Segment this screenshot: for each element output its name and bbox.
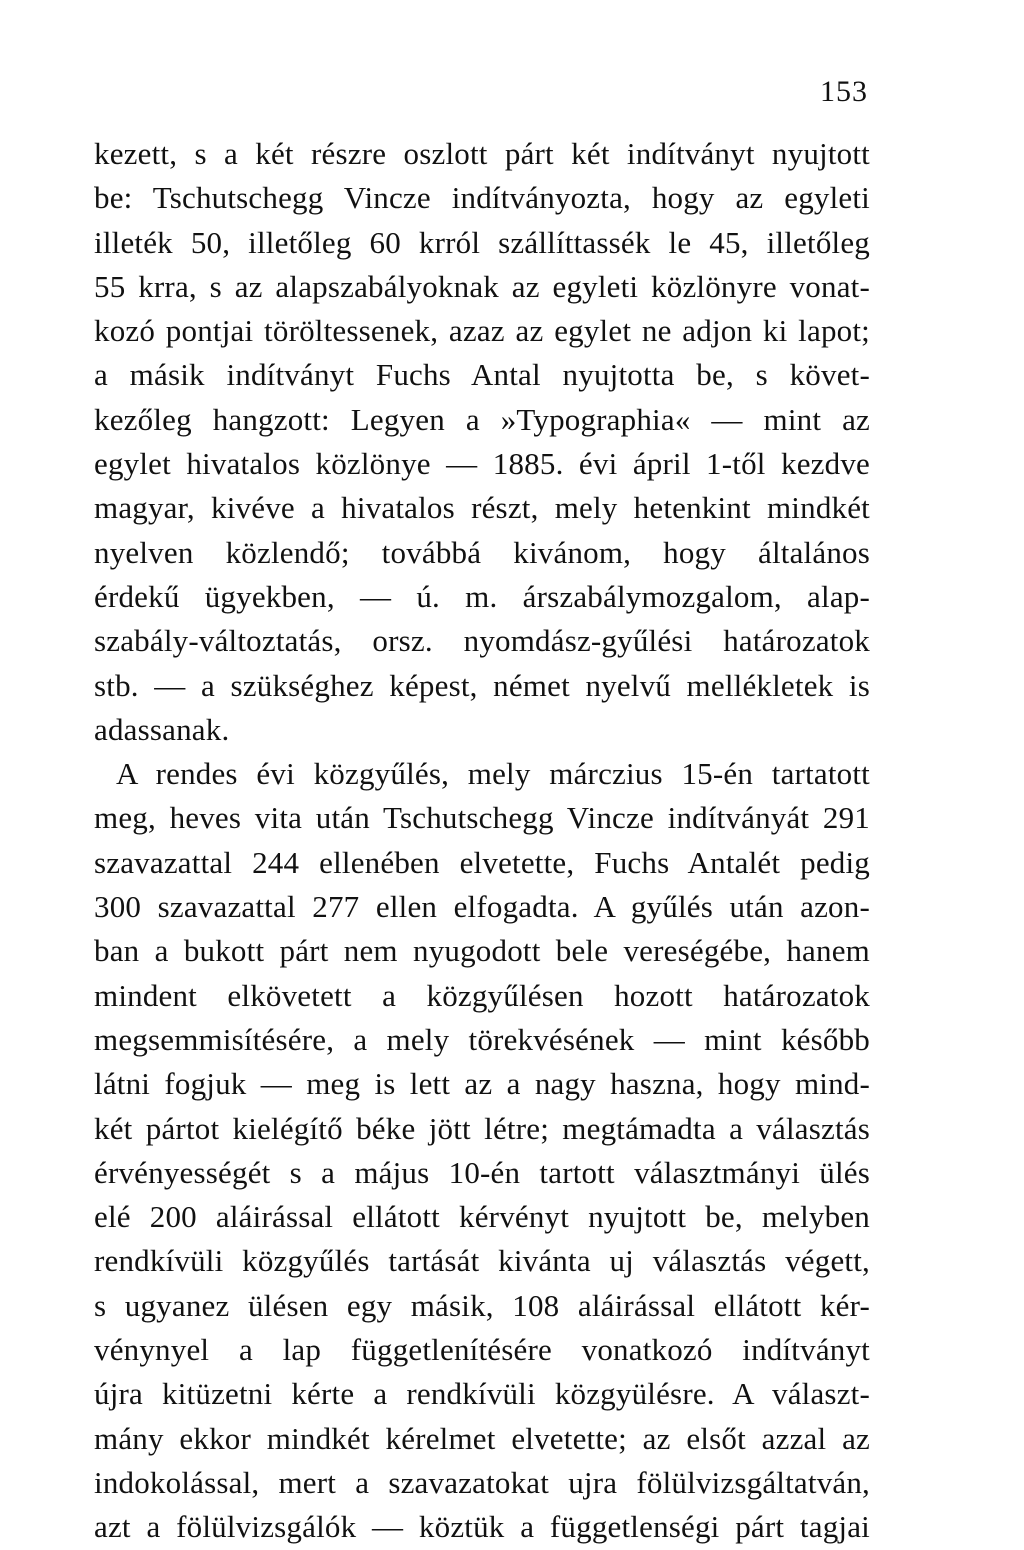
text-line: azt a fölülvizsgálók — köztük a függetlenségi párt tagjai (94, 1509, 870, 1545)
text-line: mány ekkor mindkét kérelmet elvetette; az elsőt azzal az (94, 1420, 870, 1456)
text-line: egylet hivatalos közlönye — 1885. évi ápril 1-től kezdve (94, 446, 870, 482)
text-line: vénynyel a lap függetlenítésére vonatkozó indítványt (94, 1332, 870, 1368)
text-line: adassanak. (94, 711, 230, 747)
body-text (94, 132, 870, 1550)
text-line: szavazattal 244 ellenében elvetette, Fuchs Antalét pedig (94, 844, 870, 880)
text-line: rendkívüli közgyűlés tartását kivánta uj választás végett, (94, 1243, 870, 1279)
text-line: szabály-változtatás, orsz. nyomdász-gyűlési határozatok (94, 623, 870, 659)
text-line: 55 krra, s az alapszabályoknak az egyleti közlönyre vonat- (94, 268, 870, 304)
text-line: megsemmisítésére, a mely törekvésének — mint később (94, 1021, 870, 1057)
text-line: A rendes évi közgyűlés, mely márczius 15-én tartatott (116, 756, 870, 792)
text-line: a másik indítványt Fuchs Antal nyujtotta be, s követ- (94, 357, 870, 393)
text-line: elé 200 aláirással ellátott kérvényt nyujtott be, melyben (94, 1199, 870, 1235)
page-number: 153 (820, 75, 868, 108)
text-line: stb. — a szükséghez képest, német nyelvű mellékletek is (94, 667, 870, 703)
text-line: ban a bukott párt nem nyugodott bele vereségébe, hanem (94, 933, 870, 969)
text-line: látni fogjuk — meg is lett az a nagy haszna, hogy mind- (94, 1066, 870, 1102)
text-line: indokolással, mert a szavazatokat ujra fölülvizsgáltatván, (94, 1464, 870, 1500)
text-line: kozó pontjai töröltessenek, azaz az egylet ne adjon ki lapot; (94, 313, 870, 349)
text-line: 300 szavazattal 277 ellen elfogadta. A gyűlés után azon- (94, 889, 870, 925)
text-line: két pártot kielégítő béke jött létre; megtámadta a választás (94, 1110, 870, 1146)
paragraph-1 (94, 132, 870, 752)
text-line: s ugyanez ülésen egy másik, 108 aláirással ellátott kér- (94, 1287, 870, 1323)
text-line: meg, heves vita után Tschutschegg Vincze indítványát 291 (94, 800, 870, 836)
text-line: nyelven közlendő; továbbá kivánom, hogy általános (94, 534, 870, 570)
text-line: mindent elkövetett a közgyűlésen hozott határozatok (94, 977, 870, 1013)
text-line: be: Tschutschegg Vincze indítványozta, hogy az egyleti (94, 180, 870, 216)
text-line: érdekű ügyekben, — ú. m. árszabálymozgalom, alap- (94, 578, 870, 614)
paragraph-2 (94, 752, 870, 1549)
text-line: magyar, kivéve a hivatalos részt, mely hetenkint mindkét (94, 490, 870, 526)
text-line: kezőleg hangzott: Legyen a »Typographia« — mint az (94, 401, 870, 437)
text-line: kezett, s a két részre oszlott párt két indítványt nyujtott (94, 136, 870, 171)
text-line: illeték 50, illetőleg 60 krról szállíttassék le 45, illetőleg (94, 224, 870, 260)
text-line: érvényességét s a május 10-én tartott választmányi ülés (94, 1154, 870, 1190)
text-line: újra kitüzetni kérte a rendkívüli közgyülésre. A választ- (94, 1376, 870, 1412)
